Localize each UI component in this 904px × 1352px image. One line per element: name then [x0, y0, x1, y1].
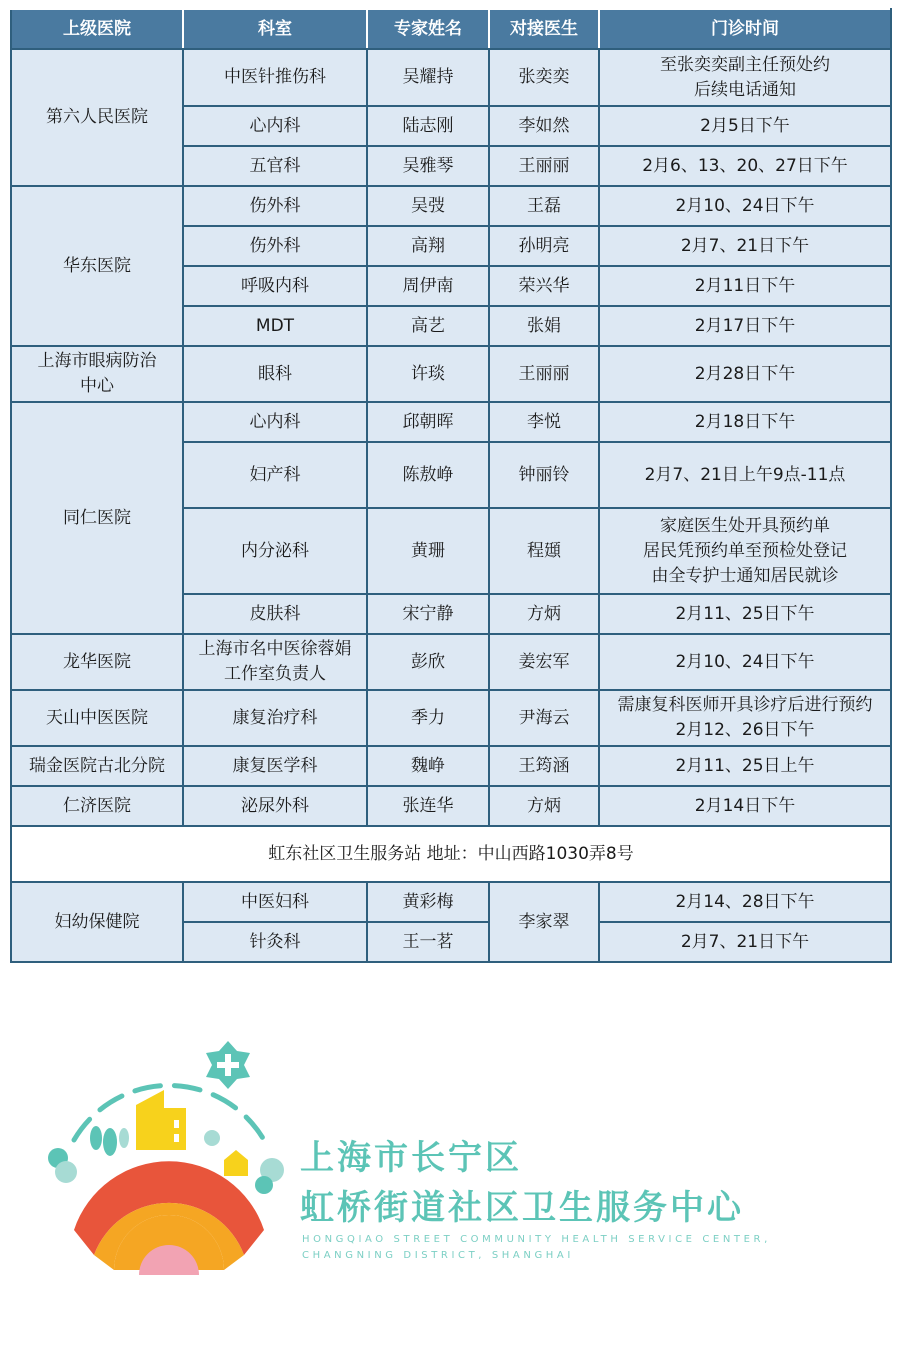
cell-text-line: 伤外科 — [249, 195, 301, 216]
cell-text-line: 邱朝晖 — [402, 411, 454, 432]
table-row — [11, 634, 891, 690]
department-cell — [183, 786, 367, 826]
cell-text-line: 居民凭预约单至预检处登记 — [643, 540, 847, 561]
table-row — [11, 346, 891, 402]
table-header — [11, 9, 891, 49]
clinic-time-cell — [599, 442, 891, 508]
table-row — [11, 882, 891, 922]
cell-text-line: 天山中医医院 — [46, 707, 148, 728]
cell-text-line: 2月11、25日下午 — [675, 603, 815, 624]
cell-text-line: 由全专护士通知居民就诊 — [651, 565, 839, 586]
station-address-cell — [11, 826, 891, 882]
cell-text-line: 同仁医院 — [63, 507, 131, 528]
doctor-cell — [489, 634, 599, 690]
cell-text-line: 孙明亮 — [518, 235, 570, 256]
department-cell — [183, 186, 367, 226]
clinic-time-cell — [599, 306, 891, 346]
cell-text-line: 王筠涵 — [518, 755, 570, 776]
cell-text-line: 宋宁静 — [402, 603, 454, 624]
cell-text-line: 彭欣 — [411, 651, 445, 672]
expert-cell — [367, 690, 489, 746]
cell-text-line: 张娟 — [527, 315, 561, 336]
cell-text-line: 黄珊 — [411, 540, 445, 561]
doctor-cell — [489, 746, 599, 786]
department-cell — [183, 442, 367, 508]
cell-text-line: 2月12、26日下午 — [675, 720, 815, 740]
cell-text-line: 皮肤科 — [249, 603, 301, 624]
clinic-time-cell — [599, 266, 891, 306]
expert-cell — [367, 786, 489, 826]
department-cell — [183, 922, 367, 962]
schedule-table — [10, 8, 892, 963]
cell-text-line: 第六人民医院 — [46, 107, 148, 127]
cell-text-line: 心内科 — [249, 411, 301, 432]
community-health-logo-icon — [44, 1030, 294, 1275]
cell-text-line: 虹东社区卫生服务站 地址：中山西路1030弄8号 — [268, 843, 634, 864]
department-cell — [183, 266, 367, 306]
doctor-cell — [489, 346, 599, 402]
cell-text-line: 2月14、28日下午 — [675, 891, 815, 912]
cell-text-line: 中医妇科 — [241, 891, 309, 912]
cell-text-line: 康复治疗科 — [232, 707, 318, 728]
clinic-time-cell — [599, 786, 891, 826]
cell-text-line: 李如然 — [518, 115, 570, 136]
department-cell — [183, 106, 367, 146]
doctor-cell — [489, 49, 599, 106]
header-expert: 专家姓名 — [367, 9, 489, 49]
cell-text-line: 魏峥 — [411, 755, 445, 776]
clinic-time-cell — [599, 690, 891, 746]
cell-text-line: 家庭医生处开具预约单 — [660, 515, 830, 536]
expert-cell — [367, 186, 489, 226]
expert-cell — [367, 106, 489, 146]
department-cell — [183, 306, 367, 346]
cell-text-line: MDT — [255, 315, 295, 336]
hospital-cell — [11, 746, 183, 786]
table-row — [11, 690, 891, 746]
doctor-cell — [489, 186, 599, 226]
header-department: 科室 — [183, 9, 367, 49]
cell-text-line: 周伊南 — [402, 275, 454, 296]
doctor-cell — [489, 402, 599, 442]
department-cell — [183, 402, 367, 442]
cell-text-line: 方炳 — [527, 795, 561, 816]
cell-text-line: 后续电话通知 — [694, 79, 796, 100]
cell-text-line: 工作室负责人 — [224, 664, 326, 684]
doctor-cell — [489, 690, 599, 746]
cell-text-line: 仁济医院 — [63, 795, 131, 816]
cell-text-line: 姜宏军 — [518, 651, 570, 672]
clinic-time-cell — [599, 922, 891, 962]
cell-text-line: 2月28日下午 — [694, 363, 796, 384]
cell-text-line: 瑞金医院古北分院 — [29, 755, 165, 776]
hospital-cell — [11, 186, 183, 346]
expert-cell — [367, 746, 489, 786]
cell-text-line: 尹海云 — [518, 707, 570, 728]
clinic-time-cell — [599, 146, 891, 186]
expert-cell — [367, 634, 489, 690]
table-body — [11, 49, 891, 962]
doctor-cell — [489, 146, 599, 186]
expert-cell — [367, 306, 489, 346]
cell-text-line: 李悦 — [527, 411, 561, 432]
cell-text-line: 季力 — [411, 707, 445, 728]
doctor-cell — [489, 106, 599, 146]
cell-text-line: 呼吸内科 — [241, 275, 309, 296]
clinic-time-cell — [599, 746, 891, 786]
clinic-time-cell — [599, 634, 891, 690]
doctor-cell — [489, 306, 599, 346]
cell-text-line: 上海市名中医徐蓉娟 — [198, 639, 352, 659]
hospital-cell — [11, 346, 183, 402]
cell-text-line: 吴耀持 — [402, 67, 454, 87]
hospital-cell — [11, 49, 183, 186]
cell-text-line: 陆志刚 — [402, 115, 454, 136]
department-cell — [183, 690, 367, 746]
department-cell — [183, 594, 367, 634]
table-row — [11, 402, 891, 442]
cell-text-line: 泌尿外科 — [241, 795, 309, 816]
cell-text-line: 华东医院 — [63, 255, 131, 276]
cell-text-line: 内分泌科 — [241, 540, 309, 561]
cell-text-line: 荣兴华 — [518, 275, 570, 296]
center-name-english-line2: CHANGNING DISTRICT, SHANGHAI — [302, 1250, 574, 1261]
table-row — [11, 746, 891, 786]
cell-text-line: 2月7、21日下午 — [680, 235, 810, 256]
cell-text-line: 中医针推伤科 — [224, 67, 326, 87]
cell-text-line: 2月10、24日下午 — [675, 195, 815, 216]
clinic-time-cell — [599, 402, 891, 442]
cell-text-line: 上海市眼病防治 — [37, 351, 157, 371]
hospital-cell — [11, 690, 183, 746]
center-name-english-line1: HONGQIAO STREET COMMUNITY HEALTH SERVICE CENTER, — [302, 1234, 771, 1245]
cell-text-line: 高翔 — [411, 235, 445, 256]
clinic-time-cell — [599, 508, 891, 594]
header-clinic-time: 门诊时间 — [599, 9, 891, 49]
notice-row — [11, 826, 891, 882]
cell-text-line: 心内科 — [249, 115, 301, 136]
cell-text-line: 陈敖峥 — [402, 464, 454, 485]
department-cell — [183, 882, 367, 922]
cell-text-line: 2月11、25日上午 — [675, 755, 815, 776]
cell-text-line: 妇产科 — [249, 464, 301, 485]
expert-cell — [367, 508, 489, 594]
hospital-cell — [11, 786, 183, 826]
cell-text-line: 针灸科 — [249, 931, 301, 952]
table-row — [11, 49, 891, 106]
cell-text-line: 需康复科医师开具诊疗后进行预约 — [617, 695, 873, 715]
cell-text-line: 眼科 — [258, 363, 292, 384]
doctor-cell — [489, 226, 599, 266]
department-cell — [183, 226, 367, 266]
doctor-cell — [489, 882, 599, 962]
cell-text-line: 王磊 — [527, 195, 561, 216]
cell-text-line: 2月7、21日下午 — [680, 931, 810, 952]
department-cell — [183, 146, 367, 186]
table-row — [11, 786, 891, 826]
expert-cell — [367, 226, 489, 266]
cell-text-line: 2月6、13、20、27日下午 — [642, 155, 848, 176]
cell-text-line: 王一茗 — [402, 931, 454, 952]
cell-text-line: 黄彩梅 — [402, 891, 454, 912]
cell-text-line: 2月5日下午 — [700, 115, 790, 136]
doctor-cell — [489, 786, 599, 826]
cell-text-line: 方炳 — [527, 603, 561, 624]
cell-text-line: 龙华医院 — [63, 651, 131, 672]
expert-cell — [367, 882, 489, 922]
department-cell — [183, 746, 367, 786]
expert-cell — [367, 49, 489, 106]
expert-cell — [367, 266, 489, 306]
hospital-cell — [11, 402, 183, 634]
clinic-time-cell — [599, 49, 891, 106]
cell-text-line: 程頲 — [527, 540, 561, 561]
cell-text-line: 2月17日下午 — [694, 315, 796, 336]
cell-text-line: 吴雅琴 — [402, 155, 454, 176]
department-cell — [183, 49, 367, 106]
expert-cell — [367, 594, 489, 634]
cell-text-line: 2月14日下午 — [694, 795, 796, 816]
clinic-time-cell — [599, 346, 891, 402]
cell-text-line: 高艺 — [411, 315, 445, 336]
expert-cell — [367, 146, 489, 186]
cell-text-line: 2月7、21日上午9点-11点 — [644, 464, 846, 485]
cell-text-line: 至张奕奕副主任预处约 — [660, 54, 830, 75]
header-doctor: 对接医生 — [489, 9, 599, 49]
clinic-time-cell — [599, 882, 891, 922]
cell-text-line: 许琰 — [411, 363, 445, 384]
doctor-cell — [489, 266, 599, 306]
expert-cell — [367, 402, 489, 442]
cell-text-line: 王丽丽 — [518, 155, 570, 176]
clinic-time-cell — [599, 106, 891, 146]
cell-text-line: 钟丽铃 — [518, 464, 570, 485]
center-name-line2: 虹桥街道社区卫生服务中心 — [300, 1188, 744, 1228]
doctor-cell — [489, 442, 599, 508]
hospital-cell — [11, 634, 183, 690]
hospital-cell — [11, 882, 183, 962]
cell-text-line: 2月11日下午 — [694, 275, 796, 296]
center-name-line1: 上海市长宁区 — [300, 1138, 522, 1178]
department-cell — [183, 634, 367, 690]
header-hospital: 上级医院 — [11, 9, 183, 49]
cell-text-line: 五官科 — [249, 155, 301, 176]
clinic-time-cell — [599, 186, 891, 226]
cell-text-line: 李家翠 — [518, 911, 570, 932]
cell-text-line: 中心 — [80, 376, 114, 396]
clinic-time-cell — [599, 594, 891, 634]
cell-text-line: 张连华 — [402, 795, 454, 816]
doctor-cell — [489, 594, 599, 634]
expert-cell — [367, 922, 489, 962]
cell-text-line: 2月18日下午 — [694, 411, 796, 432]
clinic-time-cell — [599, 226, 891, 266]
table-row — [11, 186, 891, 226]
expert-cell — [367, 346, 489, 402]
cell-text-line: 张奕奕 — [518, 67, 570, 87]
cell-text-line: 2月10、24日下午 — [675, 651, 815, 672]
cell-text-line: 王丽丽 — [518, 363, 570, 384]
expert-cell — [367, 442, 489, 508]
cell-text-line: 康复医学科 — [232, 755, 318, 776]
department-cell — [183, 346, 367, 402]
department-cell — [183, 508, 367, 594]
cell-text-line: 伤外科 — [249, 235, 301, 256]
cell-text-line: 妇幼保健院 — [54, 911, 140, 932]
doctor-cell — [489, 508, 599, 594]
cell-text-line: 吴弢 — [411, 195, 445, 216]
